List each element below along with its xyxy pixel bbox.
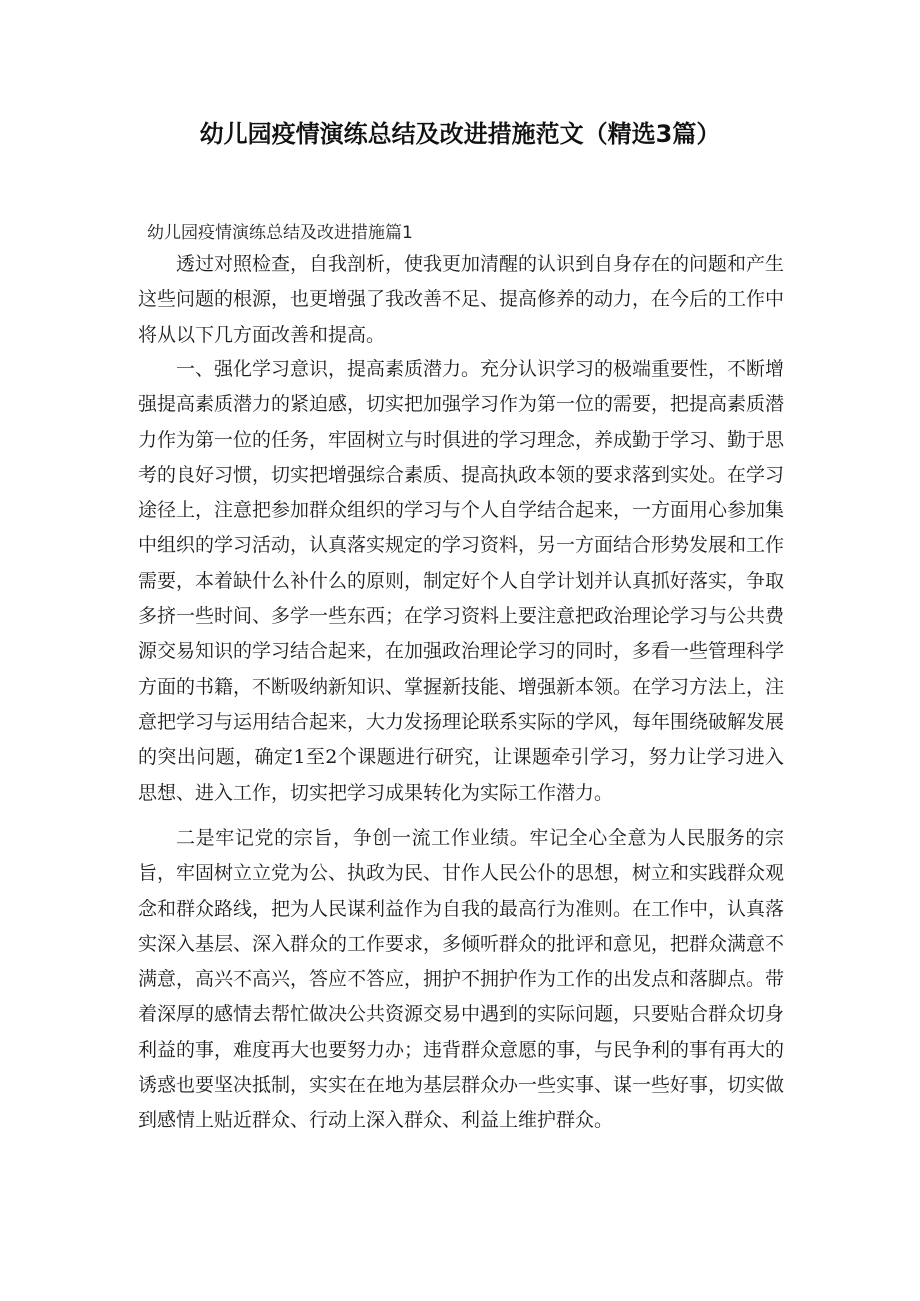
section-heading: 幼儿园疫情演练总结及改进措施篇1 [147, 223, 413, 243]
paragraph-purpose: 二是牢记党的宗旨，争创一流工作业绩。牢记全心全意为人民服务的宗旨，牢固树立立党为公、执政为民、甘作人民公仆的思想，树立和实践群众观念和群众路线，把为人民谋利益作为自我的最高行为准则。在工作中，认真落实深入基层、深入群众的工作要求，多倾听群众的批评和意见，把群众满意不满意，高兴不高兴，答应不答应，拥护不拥护作为工作的出发点和落脚点。带着深厚的感情去帮忙做决公共资源交易中遇到的实际问题，只要贴合群众切身利益的事，难度再大也要努力办；违背群众意愿的事，与民争利的事有再大的诱惑也要坚决抵制，实实在在地为基层群众办一些实事、谋一些好事，切实做到感情上贴近群众、行动上深入群众、利益上维护群众。 [138, 827, 785, 1132]
document-title: 幼儿园疫情演练总结及改进措施范文（精选3篇） [199, 120, 721, 148]
paragraph-study: 一、强化学习意识，提高素质潜力。充分认识学习的极端重要性，不断增强提高素质潜力的紧迫感，切实把加强学习作为第一位的需要，把提高素质潜力作为第一位的任务，牢固树立与时俱进的学习理念，养成勤于学习、勤于思考的良好习惯，切实把增强综合素质、提高执政本领的要求落到实处。在学习途径上，注意把参加群众组织的学习与个人自学结合起来，一方面用心参加集中组织的学习活动，认真落实规定的学习资料，另一方面结合形势发展和工作需要，本着缺什么补什么的原则，制定好个人自学计划并认真抓好落实，争取多挤一些时间、多学一些东西；在学习资料上要注意把政治理论学习与公共费源交易知识的学习结合起来，在加强政治理论学习的同时，多看一些管理科学方面的书籍，不断吸纳新知识、掌握新技能、增强新本领。在学习方法上，注意把学习与运用结合起来，大力发扬理论联系实际的学风，每年围绕破解发展的突出问题，确定1至2个课题进行研究，让课题牵引学习，努力让学习进入思想、进入工作，切实把学习成果转化为实际工作潜力。 [138, 358, 785, 804]
paragraph-intro: 透过对照检查，自我剖析，使我更加清醒的认识到自身存在的问题和产生这些问题的根源，也更增强了我改善不足、提高修养的动力，在今后的工作中将从以下几方面改善和提高。 [138, 253, 785, 346]
